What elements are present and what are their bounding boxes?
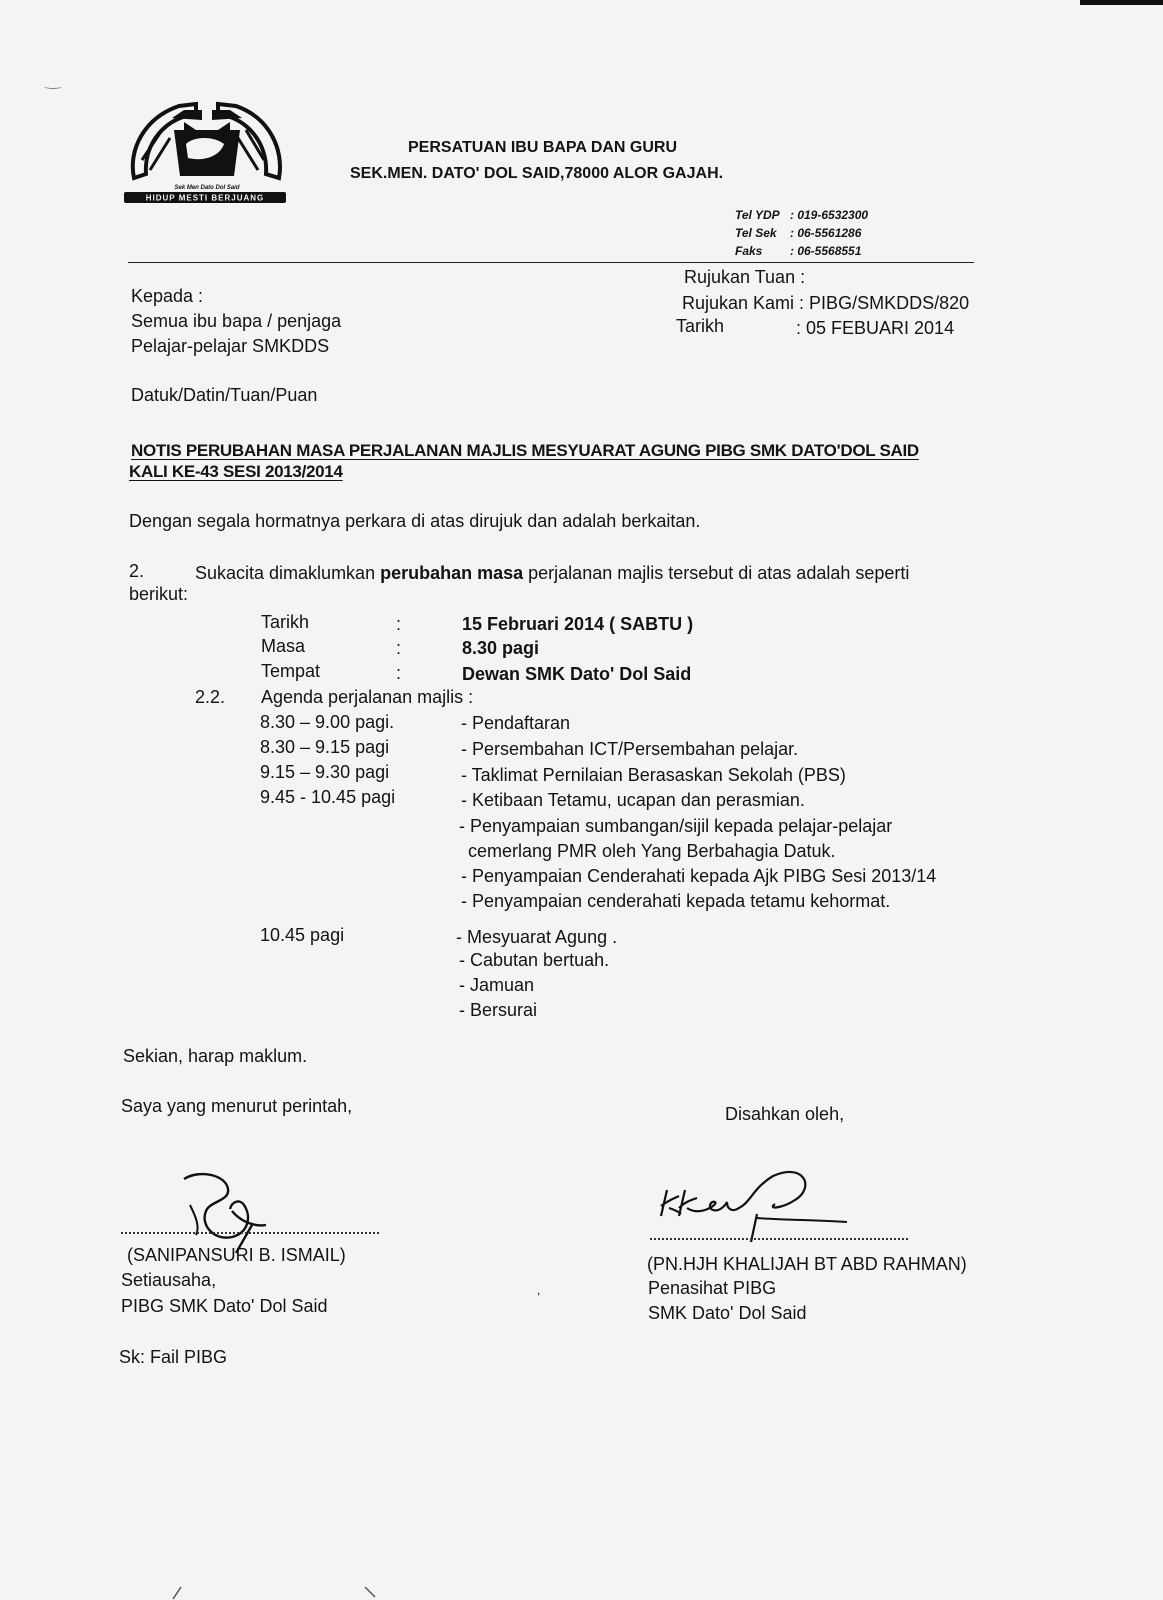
agenda-time: 8.30 – 9.00 pagi. (260, 712, 395, 732)
contact-label: Faks (735, 244, 763, 258)
paragraph-2 (195, 563, 909, 584)
signatory-org-right: SMK Dato' Dol Said (648, 1303, 807, 1323)
scan-artefact-bottom (165, 1585, 385, 1600)
recipient-line: Semua ibu bapa / penjaga (131, 311, 342, 331)
agenda-item: cemerlang PMR oleh Yang Berbahagia Datuk. (468, 841, 836, 861)
scan-edge (1080, 0, 1163, 5)
subject-line: NOTIS PERUBAHAN MASA PERJALANAN MAJLIS MESYUARAT AGUNG PIBG SMK DATO'DOL SAID (131, 441, 919, 460)
paragraph-number: 2. (129, 561, 145, 581)
detail-value: 15 Februari 2014 ( SABTU ) (462, 614, 694, 634)
salutation: Datuk/Datin/Tuan/Puan (131, 385, 318, 405)
agenda-item: - Mesyuarat Agung . (456, 927, 618, 947)
contact-label: Tel Sek (735, 226, 777, 240)
recipient-line: Pelajar-pelajar SMKDDS (131, 336, 330, 356)
signatory-title-right: Penasihat PIBG (648, 1278, 777, 1298)
agenda-item: - Taklimat Pernilaian Berasaskan Sekolah (PBS) (461, 765, 846, 785)
org-address: SEK.MEN. DATO' DOL SAID,78000 ALOR GAJAH. (350, 165, 724, 182)
contact-value: : 06-5568551 (790, 244, 862, 258)
scan-mark (44, 84, 62, 89)
closing-phrase: Saya yang menurut perintah, (121, 1096, 353, 1116)
intro-paragraph: Dengan segala hormatnya perkara di atas dirujuk dan adalah berkaitan. (129, 511, 701, 531)
agenda-item: - Pendaftaran (461, 713, 571, 733)
approval-phrase: Disahkan oleh, (725, 1104, 845, 1124)
detail-separator: : (396, 663, 402, 683)
contact-value: : 06-5561286 (790, 226, 862, 240)
contact-label: Tel YDP (735, 208, 780, 222)
agenda-item: - Penyampaian Cenderahati kepada Ajk PIBG Sesi 2013/14 (461, 866, 937, 886)
signature-line-right (650, 1238, 908, 1240)
school-logo (124, 100, 289, 204)
org-name: PERSATUAN IBU BAPA DAN GURU (408, 139, 678, 156)
agenda-number: 2.2. (195, 687, 226, 707)
signatory-name-right: (PN.HJH KHALIJAH BT ABD RAHMAN) (647, 1254, 967, 1274)
agenda-item: - Jamuan (459, 975, 535, 995)
paragraph-2-text: perjalanan majlis tersebut di atas adalah seperti (523, 563, 910, 583)
signature-left (170, 1165, 280, 1255)
signatory-title-left: Setiausaha, (121, 1270, 217, 1290)
signatory-org-left: PIBG SMK Dato' Dol Said (121, 1296, 328, 1316)
agenda-title: Agenda perjalanan majlis : (261, 687, 474, 707)
detail-separator: : (396, 638, 402, 658)
detail-value: 8.30 pagi (462, 638, 540, 658)
logo-motto: HIDUP MESTI BERJUANG (145, 193, 265, 203)
subject-line: KALI KE-43 SESI 2013/2014 (129, 462, 343, 481)
agenda-item: - Cabutan bertuah. (459, 950, 610, 970)
reference-kami: Rujukan Kami : PIBG/SMKDDS/820 (682, 293, 970, 313)
agenda-time: 9.45 - 10.45 pagi (260, 787, 396, 807)
school-crest-icon (124, 100, 289, 204)
detail-label: Tempat (261, 661, 321, 681)
agenda-item: - Bersurai (459, 1000, 538, 1020)
paragraph-2-continuation: berikut: (129, 584, 189, 604)
reference-tuan: Rujukan Tuan : (684, 267, 806, 287)
carbon-copy: Sk: Fail PIBG (119, 1347, 228, 1367)
logo-lettering: Sek Men Dato Dol Said (174, 185, 240, 191)
detail-separator: : (396, 614, 402, 634)
agenda-time: 9.15 – 9.30 pagi (260, 762, 390, 782)
agenda-time: 8.30 – 9.15 pagi (260, 737, 390, 757)
reference-date-value: : 05 FEBUARI 2014 (796, 318, 955, 338)
signature-right (655, 1160, 855, 1245)
agenda-time: 10.45 pagi (260, 925, 345, 945)
signatory-name-left: (SANIPANSURI B. ISMAIL) (127, 1245, 346, 1265)
header-divider (128, 262, 974, 263)
agenda-item: - Penyampaian cenderahati kepada tetamu kehormat. (461, 891, 891, 911)
detail-label: Tarikh (261, 612, 310, 632)
detail-value: Dewan SMK Dato' Dol Said (462, 664, 692, 684)
agenda-item: - Ketibaan Tetamu, ucapan dan perasmian. (461, 790, 805, 810)
agenda-item: - Persembahan ICT/Persembahan pelajar. (461, 739, 799, 759)
reference-date-label: Tarikh (676, 316, 725, 336)
agenda-item: - Penyampaian sumbangan/sijil kepada pelajar-pelajar (459, 816, 893, 836)
paragraph-2-emphasis: perubahan masa (380, 563, 524, 583)
signature-line-left (121, 1232, 379, 1234)
detail-label: Masa (261, 636, 306, 656)
recipient-label: Kepada : (131, 286, 204, 306)
paragraph-2-text: Sukacita dimaklumkan (195, 563, 381, 583)
closing-remark: Sekian, harap maklum. (123, 1046, 308, 1066)
scan-speck: , (537, 1283, 541, 1297)
contact-value: : 019-6532300 (790, 208, 869, 222)
